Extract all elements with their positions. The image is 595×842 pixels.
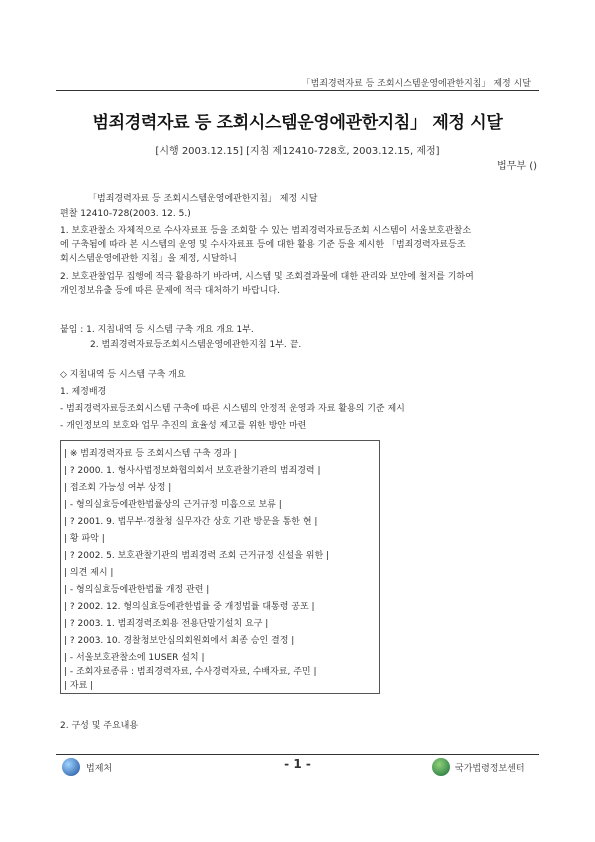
ministry-label: 법무부 () <box>497 161 537 172</box>
paragraph-1-line-3: 회시스템운영에관한 지침」을 제정, 시달하니 <box>60 254 237 264</box>
box-row: | ? 2000. 1. 형사사법정보화협의회서 보호관찰기관의 범죄경력 | <box>64 466 321 476</box>
box-row: | - 형의실효등에관한법률 개정 관련 | <box>64 585 210 595</box>
box-row: | 의견 제시 | <box>64 568 114 578</box>
box-row: | 황 파악 | <box>64 534 105 544</box>
box-row: | ? 2002. 5. 보호관찰기관의 범죄경력 조회 근거규정 신설을 위한 | <box>64 551 330 561</box>
box-row: | ? 2003. 1. 범죄경력조회용 전용단말기설치 요구 | <box>64 619 269 629</box>
box-row: | ? 2001. 9. 법무부·경찰청 실무자간 상호 기관 방문을 통한 현 | <box>64 517 318 527</box>
box-row: | - 조회자료종류 : 범죄경력자료, 수사경력자료, 수배자료, 주민 | <box>64 667 317 677</box>
footer-left-label: 법제처 <box>86 764 113 774</box>
subsection-heading: 1. 제정배경 <box>60 387 107 397</box>
footer-rule <box>56 754 539 755</box>
header-rule <box>56 90 539 91</box>
box-row: | - 서울보호관찰소에 1USER 설치 | <box>64 653 205 663</box>
paragraph-2-line-2: 개인정보유출 등에 따른 문제에 적극 대처하기 바랍니다. <box>60 286 280 296</box>
paragraph-2-line-1: 2. 보호관찰업무 집행에 적극 활용하기 바라며, 시스템 및 조회결과물에 대한 관리와 보안에 철저를 기하여 <box>60 272 474 282</box>
box-row: | 접조회 가능성 여부 상정 | <box>64 483 172 493</box>
header-note: 「범죄경력자료 등 조회시스템운영에관한지침」 제정 시달 <box>301 79 531 89</box>
attachment-1: 붙임 : 1. 지침내역 등 시스템 구축 개요 개요 1부. <box>60 325 254 335</box>
law-center-logo-icon <box>432 758 450 776</box>
paragraph-1-line-1: 1. 보호관찰소 자체적으로 수사자료표 등을 조회할 수 있는 범죄경력자료등조회 시스템이 서울보호관찰소 <box>60 226 472 236</box>
footer-right-label: 국가법령정보센터 <box>455 764 525 774</box>
background-item-1: - 범죄경력자료등조회시스템 구축에 따른 시스템의 안정적 운영과 자료 활용의 기준 제시 <box>60 404 405 414</box>
paragraph-1-line-2: 에 구축됨에 따라 본 시스템의 운영 및 수사자료표 등에 대한 활용 기준 등을 제시한 「범죄경력자료등조 <box>60 240 466 250</box>
page-number: - 1 - <box>284 757 311 771</box>
attachment-2: 2. 범죄경력자료등조회시스템운영에관한지침 1부. 끝. <box>90 340 302 350</box>
section-heading: ◇ 지침내역 등 시스템 구축 개요 <box>60 370 186 380</box>
page-title: 범죄경력자료 등 조회시스템운영에관한지침」 제정 시달 <box>92 113 503 133</box>
notice-title: 「범죄경력자료 등 조회시스템운영에관한지침」 제정 시달 <box>88 194 318 204</box>
background-item-2: - 개인정보의 보호와 업무 추진의 효율성 제고를 위한 방안 마련 <box>60 421 307 431</box>
box-row: | ? 2003. 10. 경찰청보안심의회원회에서 최종 승인 결정 | <box>64 636 295 646</box>
enforcement-info: [시행 2003.12.15] [지침 제12410-728호, 2003.12.15, 제정] <box>155 146 440 157</box>
box-row: | 자료 | <box>64 681 94 691</box>
doc-number: 편찰 12410-728(2003. 12. 5.) <box>60 209 191 219</box>
box-row: | ※ 범죄경력자료 등 조회시스템 구축 경과 | <box>64 449 237 459</box>
box-row: | ? 2002. 12. 형의실효등에관한법률 중 개정법률 대통령 공포 | <box>64 602 315 612</box>
section-2-heading: 2. 구성 및 주요내용 <box>60 721 139 731</box>
box-row: | - 형의실효등에관한법률상의 근거규정 미흡으로 보류 | <box>64 500 282 510</box>
